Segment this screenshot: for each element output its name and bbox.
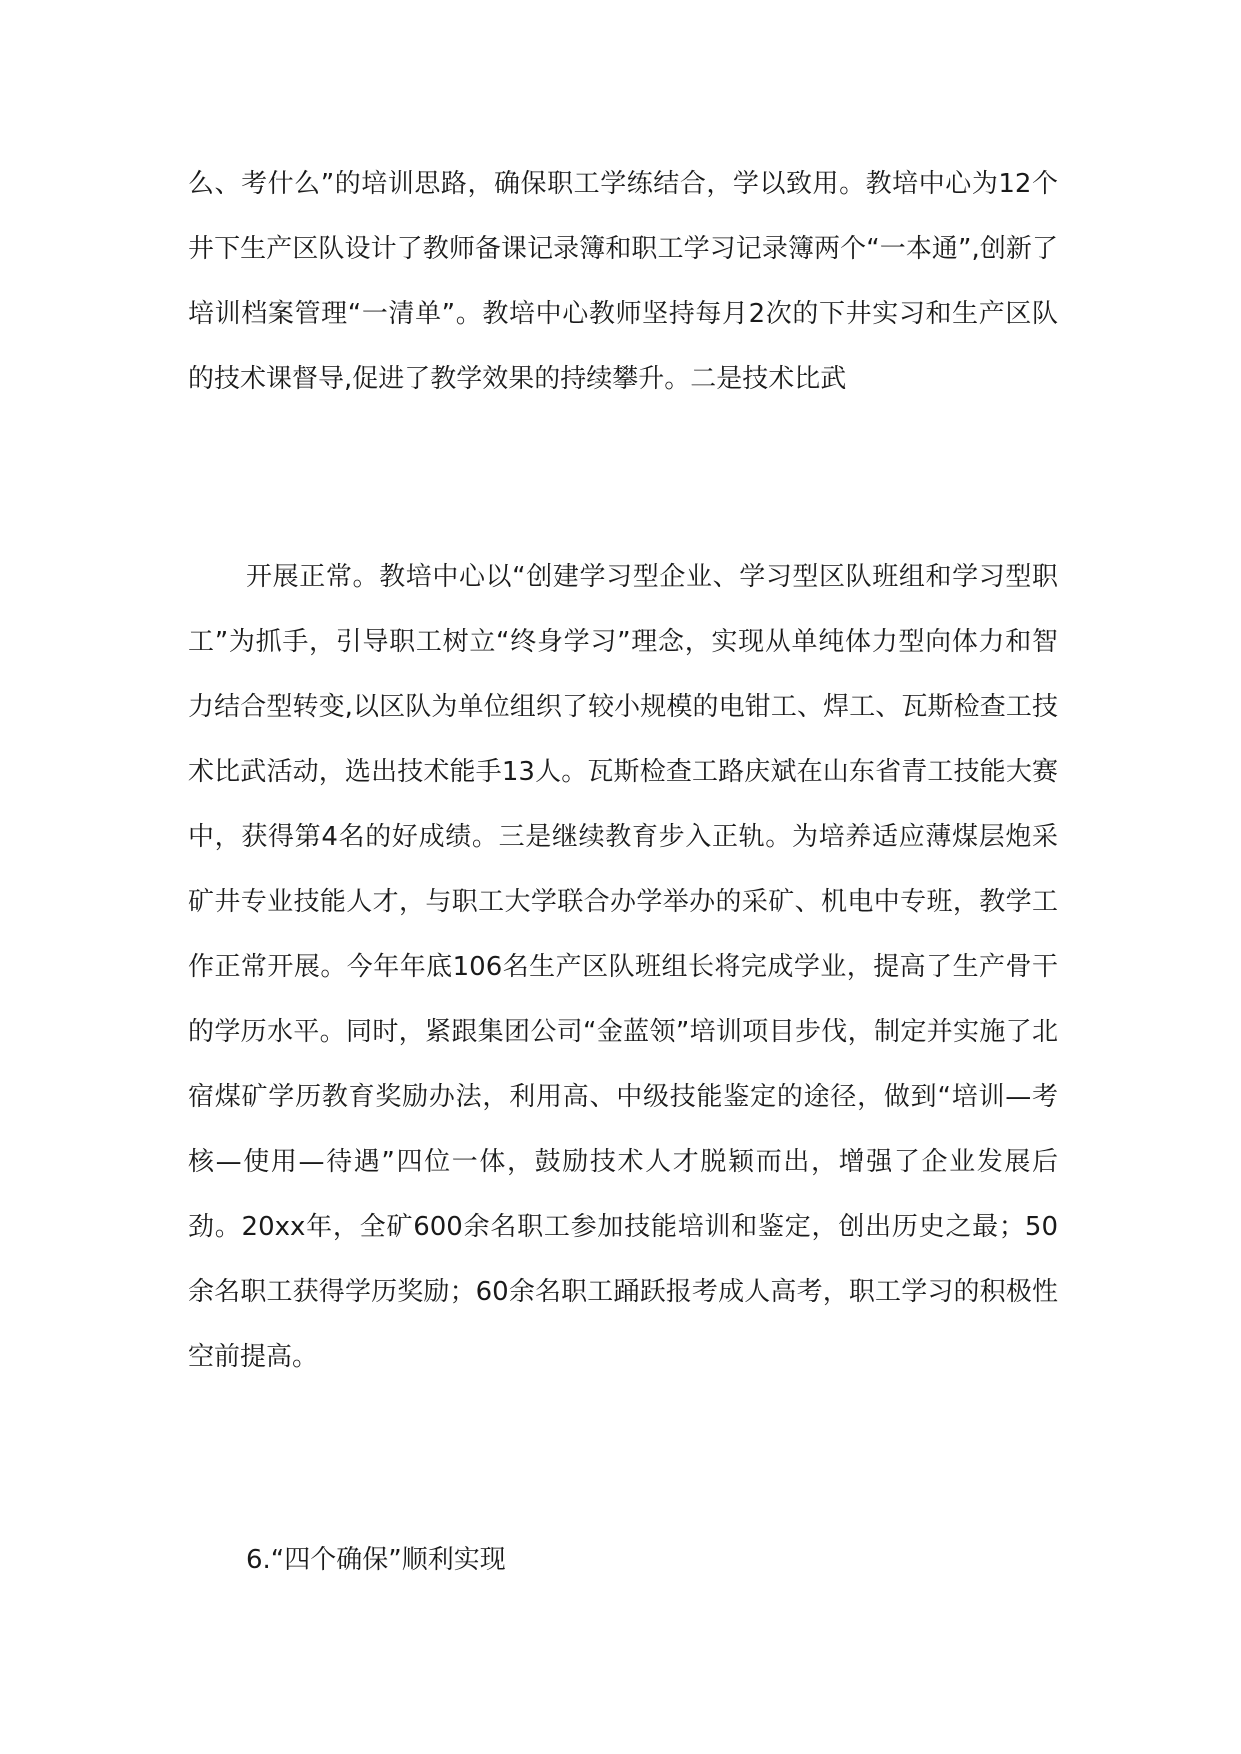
section-heading-four-guarantees: 6.“四个确保”顺利实现 bbox=[246, 1545, 506, 1575]
paragraph-training-approach: 么、考什么”的培训思路，确保职工学练结合，学以致用。教培中心为12个井下生产区队设计了教师备课记录簿和职工学习记录簿两个“一本通”,创新了培训档案管理“一清单”。教培中心教师坚持每月2次的下井实习和生产区队的技术课督导,促进了教学效果的持续攀升。二是技术比武 bbox=[188, 169, 1058, 394]
paragraph-skills-competition: 开展正常。教培中心以“创建学习型企业、学习型区队班组和学习型职工”为抓手，引导职工树立“终身学习”理念，实现从单纯体力型向体力和智力结合型转变,以区队为单位组织了较小规模的电钳工、焊工、瓦斯检查工技术比武活动，选出技术能手13人。瓦斯检查工路庆斌在山东省青工技能大赛中，获得第4名的好成绩。三是继续教育步入正轨。为培养适应薄煤层炮采矿井专业技能人才，与职工大学联合办学举办的采矿、机电中专班，教学工作正常开展。今年年底106名生产区队班组长将完成学业，提高了生产骨干的学历水平。同时，紧跟集团公司“金蓝领”培训项目步伐，制定并实施了北宿煤矿学历教育奖励办法，利用高、中级技能鉴定的途径，做到“培训—考核—使用—待遇”四位一体，鼓励技术人才脱颖而出，增强了企业发展后劲。20xx年，全矿600余名职工参加技能培训和鉴定，创出历史之最；50余名职工获得学历奖励；60余名职工踊跃报考成人高考，职工学习的积极性空前提高。 bbox=[188, 562, 1058, 1372]
